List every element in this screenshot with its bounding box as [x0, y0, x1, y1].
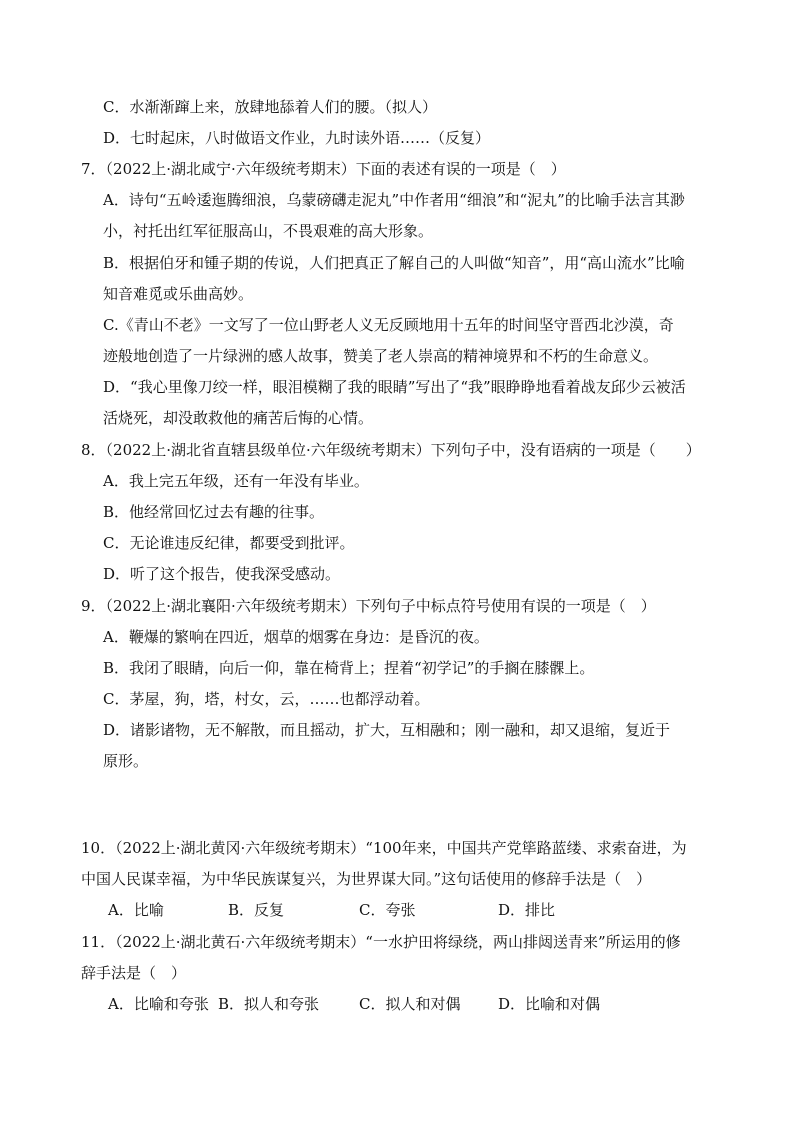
q6-option-d: D．七时起床，八时做语文作业，九时读外语……（反复） — [103, 129, 491, 147]
q9-stem: 9．（2022上·湖北襄阳·六年级统考期末）下列句子中标点符号使用有误的一项是（ ） — [81, 597, 656, 615]
q11-option-a: A．比喻和夸张 — [108, 995, 209, 1013]
q9-option-d-line1: D．诸影诸物，无不解散，而且摇动，扩大，互相融和；刚一融和，却又退缩，复近于 — [103, 721, 671, 739]
q10-option-d: D．排比 — [498, 901, 556, 919]
q8-option-d: D．听了这个报告，使我深受感动。 — [103, 565, 341, 583]
q8-option-a: A．我上完五年级，还有一年没有毕业。 — [103, 472, 369, 490]
q11-option-b: B．拟人和夸张 — [218, 995, 320, 1013]
q11-options — [108, 994, 600, 1014]
q7-option-d-line1: D．“我心里像刀绞一样，眼泪模糊了我的眼睛”写出了“我”眼睁睁地看着战友邱少云被活 — [103, 378, 686, 396]
q11-stem-line2: 辞手法是（ ） — [81, 964, 187, 982]
q11-stem-line1: 11．（2022上·湖北黄石·六年级统考期末）“一水护田将绿绕，两山排闼送青来”所运用的修 — [81, 933, 681, 951]
q7-option-c-line1: C.《青山不老》一文写了一位山野老人义无反顾地用十五年的时间坚守晋西北沙漠，奇 — [103, 316, 674, 334]
q9-option-d-line2: 原形。 — [103, 752, 149, 770]
q7-option-a-line1: A．诗句“五岭逶迤腾细浪，乌蒙磅礴走泥丸”中作者用“细浪”和“泥丸”的比喻手法言其渺 — [103, 191, 685, 209]
q7-option-b-line2: 知音难觅或乐曲高妙。 — [103, 285, 254, 303]
q11-option-c: C．拟人和对偶 — [359, 995, 461, 1013]
q10-option-b: B．反复 — [228, 901, 285, 919]
q10-option-c: C．夸张 — [359, 901, 416, 919]
q8-option-b: B．他经常回忆过去有趣的往事。 — [103, 503, 325, 521]
q9-option-c: C．茅屋，狗，塔，村女，云，……也都浮动着。 — [103, 690, 430, 708]
q7-option-b-line1: B．根据伯牙和锺子期的传说，人们把真正了解自己的人叫做“知音”，用“高山流水”比喻 — [103, 254, 685, 272]
q6-option-c: C．水渐渐蹿上来，放肆地舔着人们的腰。（拟人） — [103, 98, 437, 116]
q10-options — [108, 900, 555, 920]
q8-stem: 8．（2022上·湖北省直辖县级单位·六年级统考期末）下列句子中，没有语病的一项是（ ） — [81, 441, 701, 459]
q10-stem-line2: 中国人民谋幸福，为中华民族谋复兴，为世界谋大同。”这句话使用的修辞手法是（ ） — [81, 870, 652, 888]
q7-option-c-line2: 迹般地创造了一片绿洲的感人故事，赞美了老人崇高的精神境界和不朽的生命意义。 — [103, 347, 659, 365]
q7-stem: 7．（2022上·湖北咸宁·六年级统考期末）下面的表述有误的一项是（ ） — [81, 160, 566, 178]
q7-option-d-line2: 活烧死，却没敢救他的痛苦后悔的心情。 — [103, 409, 374, 427]
q7-option-a-line2: 小，衬托出红军征服高山，不畏艰难的高大形象。 — [103, 222, 434, 240]
q10-stem-line1: 10．（2022上·湖北黄冈·六年级统考期末）“100年来，中国共产党筚路蓝缕、求索奋进，为 — [81, 839, 687, 857]
q9-option-b: B．我闭了眼睛，向后一仰，靠在椅背上；捏着“初学记”的手搁在膝髁上。 — [103, 659, 595, 677]
q9-option-a: A．鞭爆的繁响在四近，烟草的烟雾在身边：是昏沉的夜。 — [103, 628, 489, 646]
q10-option-a: A．比喻 — [108, 901, 164, 919]
q8-option-c: C．无论谁违反纪律，都要受到批评。 — [103, 534, 355, 552]
q11-option-d: D．比喻和对偶 — [498, 995, 601, 1013]
